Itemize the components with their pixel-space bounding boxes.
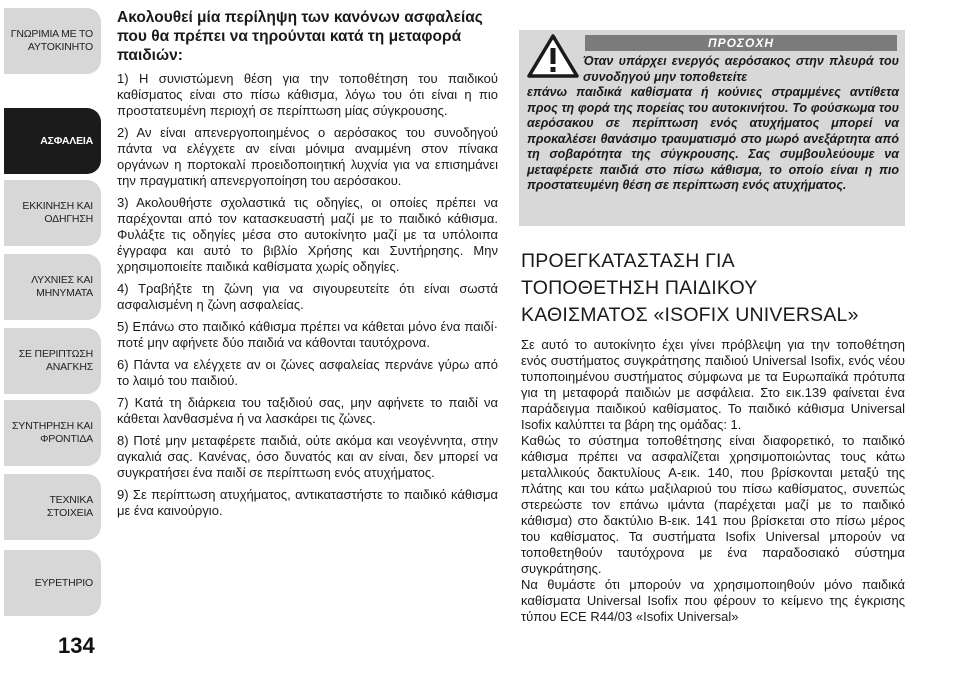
tab-label: ΕΥΡΕΤΗΡΙΟ <box>34 576 93 589</box>
warning-text-rest: επάνω παιδικά καθίσματα ή κούνιες στραμμένες αντίθετα προς τη φορά της πορείας του αυτοκινήτου. Το φούσκωμα του αερόσακου σε περίπτωση ενός ατυχήματος μπορεί να προκαλέσει θανάσιμο τραυματισμό στο μωρό ανεξάρτητα από τη σοβαρότητα της σύγκρουσης. Σας συμβουλεύουμε να μεταφέρετε παιδιά στο πίσω κάθισμα, το οποίο είναι η πιο προστατευμένη θέση σε περίπτωση ενός ατυχήματος. <box>527 85 899 192</box>
body-paragraph: Να θυμάστε ότι μπορούν να χρησιμοποιηθούν μόνο παιδικά καθίσματα Universal Isofix που φέρουν το κείμενο της έγκρισης τύπου ECE R44/03 «Isofix Universal» <box>521 577 905 624</box>
tab-warning-lights[interactable] <box>4 254 101 320</box>
rule-item: 3) Ακολουθήστε σχολαστικά τις οδηγίες, οι οποίες πρέπει να παρέχονται από τον κατασκευαστή μαζί με το παιδικό κάθισμα. Φυλάξτε τις οδηγίες μέσα στο αυτοκίνητο μαζί με τα υπόλοιπα έγγραφα και αυτό το βιβλίο Χρήσης και Συντήρησης. Μην χρησιμοποιείτε παιδικά καθίσματα χωρίς οδηγίες. <box>117 195 498 274</box>
tab-index[interactable] <box>4 550 101 616</box>
rule-item: 9) Σε περίπτωση ατυχήματος, αντικαταστήστε το παιδικό κάθισμα με ένα καινούργιο. <box>117 487 498 518</box>
tab-label: ΑΣΦΑΛΕΙΑ <box>40 134 93 147</box>
heading-line: ΤΟΠΟΘΕΤΗΣΗ ΠΑΙΔΙΚΟΥ <box>521 277 758 299</box>
tab-starting-driving[interactable] <box>4 180 101 246</box>
section-heading: Ακολουθεί μία περίληψη των κανόνων ασφαλείας που θα πρέπει να τηρούνται κατά τη μεταφορά παιδιών: <box>117 9 483 64</box>
heading-line: ΚΑΘΙΣΜΑΤΟΣ «ISOFIX UNIVERSAL» <box>521 304 859 326</box>
tab-emergency[interactable] <box>4 328 101 394</box>
rule-item: 7) Κατά τη διάρκεια του ταξιδιού σας, μην αφήνετε το παιδί να κάθεται λανθασμένα ή να λασκάρει τις ζώνες. <box>117 395 498 426</box>
right-column <box>521 248 905 625</box>
warning-text <box>527 54 899 194</box>
tab-label: ΤΕΧΝΙΚΑ ΣΤΟΙΧΕΙΑ <box>46 494 93 519</box>
tab-getting-to-know[interactable] <box>4 8 101 74</box>
tab-safety[interactable] <box>4 108 101 174</box>
left-column <box>117 8 498 525</box>
warning-heading: ΠΡΟΣΟΧΗ <box>585 35 897 51</box>
rule-item: 5) Επάνω στο παιδικό κάθισμα πρέπει να κάθεται μόνο ένα παιδί· ποτέ μην αφήνετε δύο παιδιά να κάθονται ταυτόχρονα. <box>117 319 498 350</box>
warning-box <box>519 30 905 226</box>
page-number: 134 <box>58 633 95 658</box>
heading-line: ΠΡΟΕΓΚΑΤΑΣΤΑΣΗ ΓΙΑ <box>521 250 735 272</box>
rule-item: 6) Πάντα να ελέγχετε αν οι ζώνες ασφαλείας περνάνε γύρω από το λαιμό του παιδιού. <box>117 357 498 388</box>
body-paragraph: Καθώς το σύστημα τοποθέτησης είναι διαφορετικό, το παιδικό κάθισμα πρέπει να ασφαλίζεται χρησιμοποιώντας τους κάτω μεταλλικούς δακτυλίους A-εικ. 140, που βρίσκονται μεταξύ της πλάτης και του κάτω μαξιλαριού του πίσω καθίσματος, συνεπώς στερεώστε τον επάνω ιμάντα (παρέχεται μαζί με το παιδικό κάθισμα) στο δακτύλιο B-εικ. 141 που βρίσκεται στο πίσω μέρος του καθίσματος. Τα συστήματα Isofix Universal μπορούν να τοποθετηθούν ταυτόχρονα με ένα παραδοσιακό σύστημα συγκράτησης. <box>521 433 905 576</box>
rule-item: 8) Ποτέ μην μεταφέρετε παιδιά, ούτε ακόμα και νεογέννητα, στην αγκαλιά σας. Κανένας, όσο δυνατός και αν είναι, δεν μπορεί να συγκρατήσει ένα παιδί σε περίπτωση ενός ατυχήματος. <box>117 433 498 480</box>
isofix-heading <box>521 248 905 329</box>
tab-technical-data[interactable] <box>4 474 101 540</box>
body-paragraph: Σε αυτό το αυτοκίνητο έχει γίνει πρόβλεψη για την τοποθέτηση ενός συστήματος συγκράτησης παιδιού Universal Isofix, ενός νέου τυποποιημένου συστήματος σύμφωνα με τα Ευρωπαϊκά πρότυπα για τη μεταφορά παιδιών με ασφάλεια. Στο εικ.139 φαίνεται ένα παράδειγμα παιδικού καθίσματος. Το παιδικό κάθισμα Universal Isofix καλύπτει τα βάρη της ομάδας: 1. <box>521 337 905 432</box>
rule-item: 2) Αν είναι απενεργοποιημένος ο αερόσακος του συνοδηγού πάντα να ελέγχετε αν είναι μόνιμα αναμμένη στον πίνακα οργάνων η πορτοκαλί προειδοποιητική λυχνία για να επισημάνει την πραγματική απενεργοποίηση του αερόσακου. <box>117 125 498 188</box>
tab-maintenance[interactable] <box>4 400 101 466</box>
rule-item: 4) Τραβήξτε τη ζώνη για να σιγουρευτείτε ότι είναι σωστά ασφαλισμένη η ζώνη ασφαλείας. <box>117 281 498 312</box>
tab-label: ΣΕ ΠΕΡΙΠΤΩΣΗ ΑΝΑΓΚΗΣ <box>18 348 93 373</box>
rule-item: 1) Η συνιστώμενη θέση για την τοποθέτηση του παιδικού καθίσματος είναι στο πίσω κάθισμα, λόγω του ότι είναι η πιο προστατευμένη περιοχή σε περίπτωση μίας σύγκρουσης. <box>117 71 498 118</box>
warning-text-first: Όταν υπάρχει ενεργός αερόσακος στην πλευρά του συνοδηγού μην τοποθετείτε <box>583 54 899 84</box>
tab-label: ΣΥΝΤΗΡΗΣΗ ΚΑΙ ΦΡΟΝΤΙΔΑ <box>12 420 93 445</box>
chapter-sidebar <box>0 0 104 677</box>
tab-label: ΓΝΩΡΙΜΙΑ ΜΕ ΤΟ ΑΥΤΟΚΙΝΗΤΟ <box>10 28 93 53</box>
tab-label: ΕΚΚΙΝΗΣΗ ΚΑΙ ΟΔΗΓΗΣΗ <box>22 200 93 225</box>
tab-label: ΛΥΧΝΙΕΣ ΚΑΙ ΜΗΝΥΜΑΤΑ <box>31 274 93 299</box>
